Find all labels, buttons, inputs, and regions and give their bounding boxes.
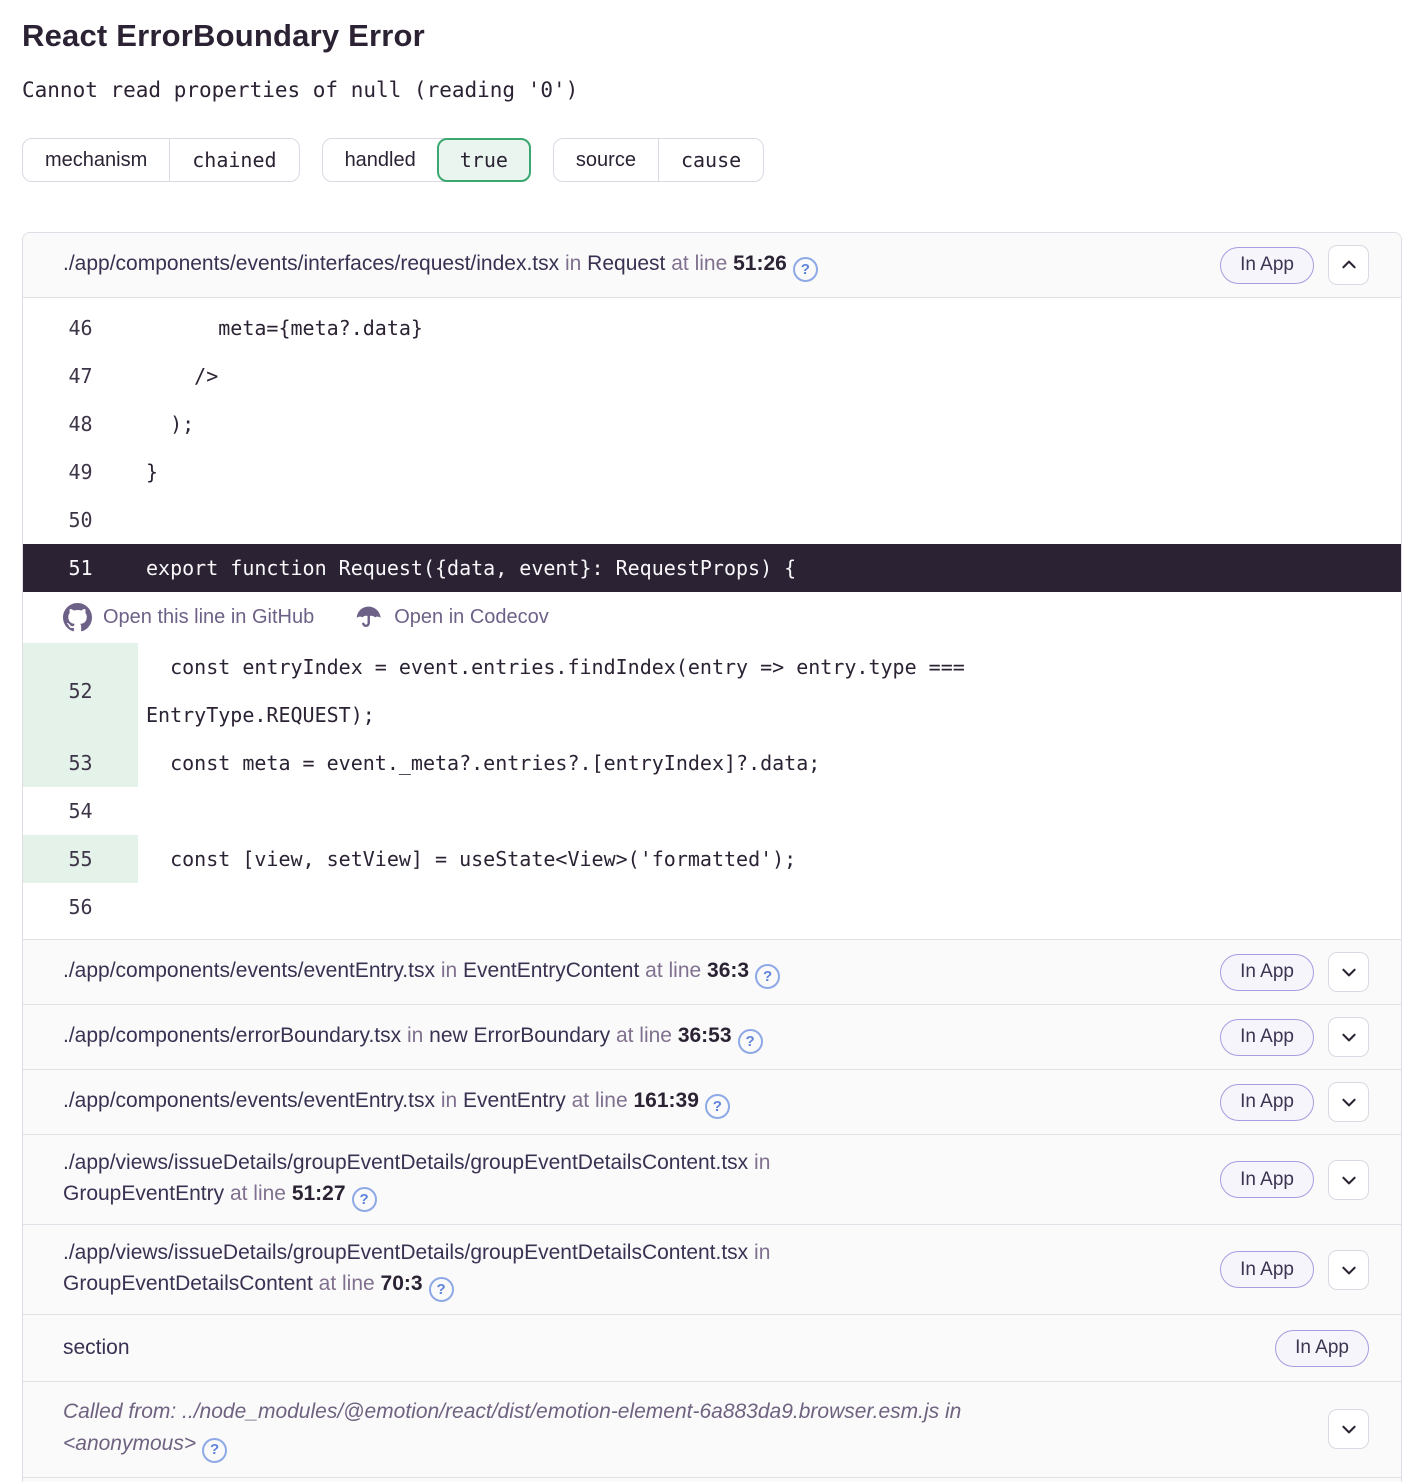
expand-frame-button[interactable] [1328,1017,1369,1057]
stack-frame[interactable] [23,1134,1401,1224]
frame-line-col: 36:53 [677,1024,732,1047]
code-line [23,352,1401,400]
in-app-badge: In App [1220,1084,1314,1121]
frame-controls [1220,1160,1369,1200]
in-app-badge: In App [1220,1251,1314,1288]
tag-key: mechanism [45,148,148,171]
page-title: React ErrorBoundary Error [22,18,425,53]
help-icon[interactable]: ? [352,1187,377,1212]
error-message: Cannot read properties of null (reading '0') [22,78,579,102]
tag-value-highlighted: true [437,138,531,182]
code-line [23,496,1401,544]
expand-frame-button[interactable] [1328,1409,1369,1449]
tag-value: cause [658,139,763,181]
frame-controls [1220,1250,1369,1290]
line-number-highlighted: 53 [23,739,138,787]
tag-value: chained [169,139,298,181]
github-icon [63,603,92,632]
frame-line-col: 51:27 [291,1182,346,1205]
stack-frame-expanded-header[interactable] [23,233,1401,297]
chevron-down-icon [1340,1261,1358,1279]
code-text: const meta = event._meta?.entries?.[entryIndex]?.data; [146,751,821,775]
code-context [23,297,1401,939]
frame-function: EventEntry [463,1089,566,1112]
frame-controls [1220,1082,1369,1122]
called-from-text: Called from: ../node_modules/@emotion/react/dist/emotion-element-6a883da9.browser.esm.js in <anonymous> ? [63,1396,961,1463]
chevron-up-icon [1340,256,1358,274]
chevron-down-icon [1340,1093,1358,1111]
code-text: export function Request({data, event}: RequestProps) { [146,556,797,580]
help-icon[interactable]: ? [202,1438,227,1463]
code-text: const entryIndex = event.entries.findIndex(entry => entry.type === EntryType.REQUEST); [146,655,977,727]
section-label: section [63,1336,130,1359]
line-number: 51 [68,556,93,580]
frame-path: ./app/components/events/eventEntry.tsx [63,1089,435,1112]
collapse-frame-button[interactable] [1328,245,1369,285]
expand-frame-button[interactable] [1328,1250,1369,1290]
code-line [23,448,1401,496]
frame-path: ./app/components/errorBoundary.tsx [63,1024,402,1047]
frame-function: <anonymous> [63,1432,197,1455]
tag-mechanism[interactable] [22,138,300,182]
chevron-down-icon [1340,1028,1358,1046]
code-line [23,739,1401,787]
expand-frame-button[interactable] [1328,952,1369,992]
help-icon[interactable]: ? [705,1094,730,1119]
open-in-github-link[interactable]: Open this line in GitHub [63,603,314,632]
expand-frame-button[interactable] [1328,1082,1369,1122]
line-number: 48 [68,412,93,436]
frame-title: ./app/views/issueDetails/groupEventDetails/groupEventDetailsContent.tsx in GroupEventEntry at line 51:27 ? [63,1147,923,1212]
code-text: ); [146,412,195,436]
frame-line-col: 36:3 [707,959,750,982]
called-from-prefix: Called from: [63,1400,177,1423]
codecov-icon [354,603,383,632]
code-text [138,787,146,835]
code-line [23,643,1401,739]
frame-function: Request [587,252,666,275]
line-number: 46 [68,316,93,340]
line-number: 50 [68,508,93,532]
frame-title: ./app/components/events/interfaces/request/index.tsx in Request at line 51:26 ? [63,248,818,282]
chevron-down-icon [1340,1420,1358,1438]
frame-function: EventEntryContent [463,959,640,982]
frame-controls [1328,1409,1369,1449]
frame-path: ./app/components/events/eventEntry.tsx [63,959,435,982]
frame-path: ./app/views/issueDetails/groupEventDetails/groupEventDetailsContent.tsx [63,1241,749,1264]
frame-controls [1220,1017,1369,1057]
frame-line-col: 70:3 [380,1272,423,1295]
frame-line-col: 161:39 [633,1089,699,1112]
help-icon[interactable]: ? [738,1029,763,1054]
help-icon[interactable]: ? [429,1277,454,1302]
code-line [23,787,1401,835]
frame-function: new ErrorBoundary [429,1024,611,1047]
tag-handled[interactable] [322,138,531,182]
code-actions [23,592,1401,643]
frame-title: ./app/components/errorBoundary.tsx in new ErrorBoundary at line 36:53 ? [63,1020,763,1054]
help-icon[interactable]: ? [755,964,780,989]
frame-path: ./app/components/events/interfaces/request/index.tsx [63,252,560,275]
line-number: 47 [68,364,93,388]
stack-frame[interactable] [23,1004,1401,1069]
open-in-codecov-link[interactable]: Open in Codecov [354,603,549,632]
tag-list [22,138,1402,182]
frame-path: ./app/views/issueDetails/groupEventDetails/groupEventDetailsContent.tsx [63,1151,749,1174]
code-text: /> [146,364,219,388]
line-number: 49 [68,460,93,484]
chevron-down-icon [1340,963,1358,981]
help-icon[interactable]: ? [793,257,818,282]
tag-key: source [575,148,636,171]
code-text: const [view, setView] = useState<View>('formatted'); [146,847,797,871]
frame-title: ./app/components/events/eventEntry.tsx in EventEntryContent at line 36:3 ? [63,955,780,989]
frame-function: GroupEventEntry [63,1182,225,1205]
in-app-badge: In App [1220,1019,1314,1056]
stack-frame-section[interactable] [23,1314,1401,1381]
code-line [23,400,1401,448]
stack-frame[interactable] [23,939,1401,1004]
code-line [23,883,1401,931]
tag-source[interactable] [553,138,764,182]
code-text [138,883,146,931]
line-number-highlighted: 55 [23,835,138,883]
code-line [23,835,1401,883]
line-number-highlighted: 52 [23,643,138,739]
stack-frame[interactable] [23,1069,1401,1134]
in-app-badge: In App [1220,1161,1314,1198]
frame-controls [1220,245,1369,285]
frame-controls [1220,952,1369,992]
line-number: 54 [68,799,93,823]
in-app-badge: In App [1220,954,1314,991]
expand-frame-button[interactable] [1328,1160,1369,1200]
frame-controls [1275,1330,1369,1367]
frame-path: ../node_modules/@emotion/react/dist/emotion-element-6a883da9.browser.esm.js [182,1400,940,1423]
in-app-badge: In App [1220,247,1314,284]
stack-trace-panel [22,232,1402,1482]
frame-title: ./app/views/issueDetails/groupEventDetails/groupEventDetailsContent.tsx in GroupEventDetailsContent at line 70:3 ? [63,1237,923,1302]
line-number: 56 [68,895,93,919]
frame-function: GroupEventDetailsContent [63,1272,313,1295]
code-text: } [146,460,159,484]
code-line-active [23,544,1401,592]
stack-frame[interactable] [23,1224,1401,1314]
code-text [138,496,146,544]
tag-key: handled [344,148,416,171]
code-text: meta={meta?.data} [146,316,423,340]
frame-line-col: 51:26 [733,252,787,275]
code-line [23,304,1401,352]
chevron-down-icon [1340,1171,1358,1189]
stack-frame-called-from[interactable] [23,1381,1401,1477]
stack-frame-partial [23,1477,1401,1482]
in-app-badge: In App [1275,1330,1369,1367]
frame-title: ./app/components/events/eventEntry.tsx in EventEntry at line 161:39 ? [63,1085,730,1119]
